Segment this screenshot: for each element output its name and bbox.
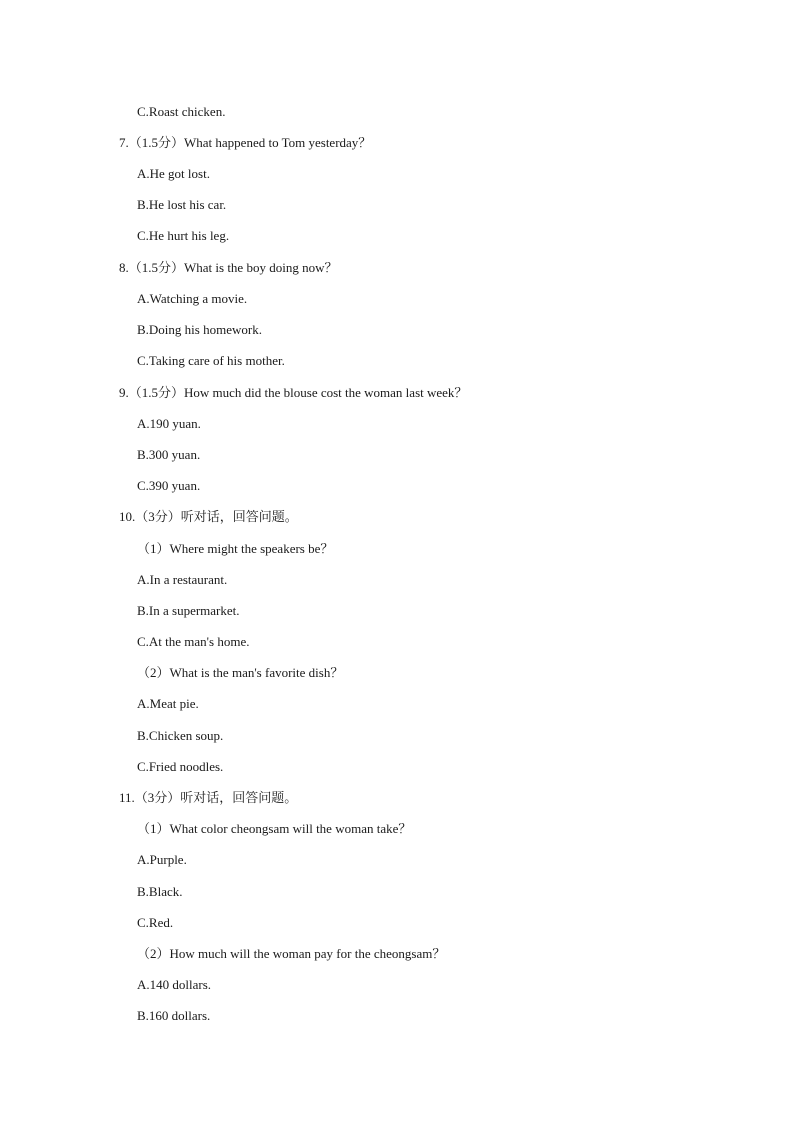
option-10-1c: C.At the man's home. bbox=[137, 634, 250, 649]
question-11-sub-1: （1）What color cheongsam will the woman take？ bbox=[137, 821, 412, 836]
option-11-2a: A.140 dollars. bbox=[137, 977, 212, 992]
question-11: 11.（3分）听对话，回答问题。 bbox=[119, 790, 298, 805]
option-10-1b: B.In a supermarket. bbox=[137, 603, 240, 618]
option-7b: B.He lost his car. bbox=[137, 197, 227, 212]
option-8a: A.Watching a movie. bbox=[137, 291, 248, 306]
option-10-1a: A.In a restaurant. bbox=[137, 572, 228, 587]
option-9b: B.300 yuan. bbox=[137, 447, 201, 462]
option-11-1a: A.Purple. bbox=[137, 852, 187, 867]
question-10: 10.（3分）听对话，回答问题。 bbox=[119, 509, 298, 524]
option-9c: C.390 yuan. bbox=[137, 478, 201, 493]
option-10-2c: C.Fried noodles. bbox=[137, 759, 224, 774]
question-9: 9.（1.5分）How much did the blouse cost the woman last week？ bbox=[119, 385, 468, 400]
question-11-sub-2: （2）How much will the woman pay for the cheongsam？ bbox=[137, 946, 446, 961]
option-8c: C.Taking care of his mother. bbox=[137, 353, 285, 368]
question-10-sub-2: （2）What is the man's favorite dish？ bbox=[137, 665, 344, 680]
option-11-1c: C.Red. bbox=[137, 915, 174, 930]
option-8b: B.Doing his homework. bbox=[137, 322, 262, 337]
option-10-2b: B.Chicken soup. bbox=[137, 728, 224, 743]
question-7: 7.（1.5分）What happened to Tom yesterday？ bbox=[119, 135, 372, 150]
option-7-prev-c: C.Roast chicken. bbox=[137, 104, 226, 119]
option-10-2a: A.Meat pie. bbox=[137, 696, 199, 711]
option-11-2b: B.160 dollars. bbox=[137, 1008, 211, 1023]
question-8: 8.（1.5分）What is the boy doing now？ bbox=[119, 260, 338, 275]
question-10-sub-1: （1）Where might the speakers be？ bbox=[137, 541, 334, 556]
option-7a: A.He got lost. bbox=[137, 166, 210, 181]
option-11-1b: B.Black. bbox=[137, 884, 183, 899]
option-9a: A.190 yuan. bbox=[137, 416, 201, 431]
option-7c: C.He hurt his leg. bbox=[137, 228, 230, 243]
